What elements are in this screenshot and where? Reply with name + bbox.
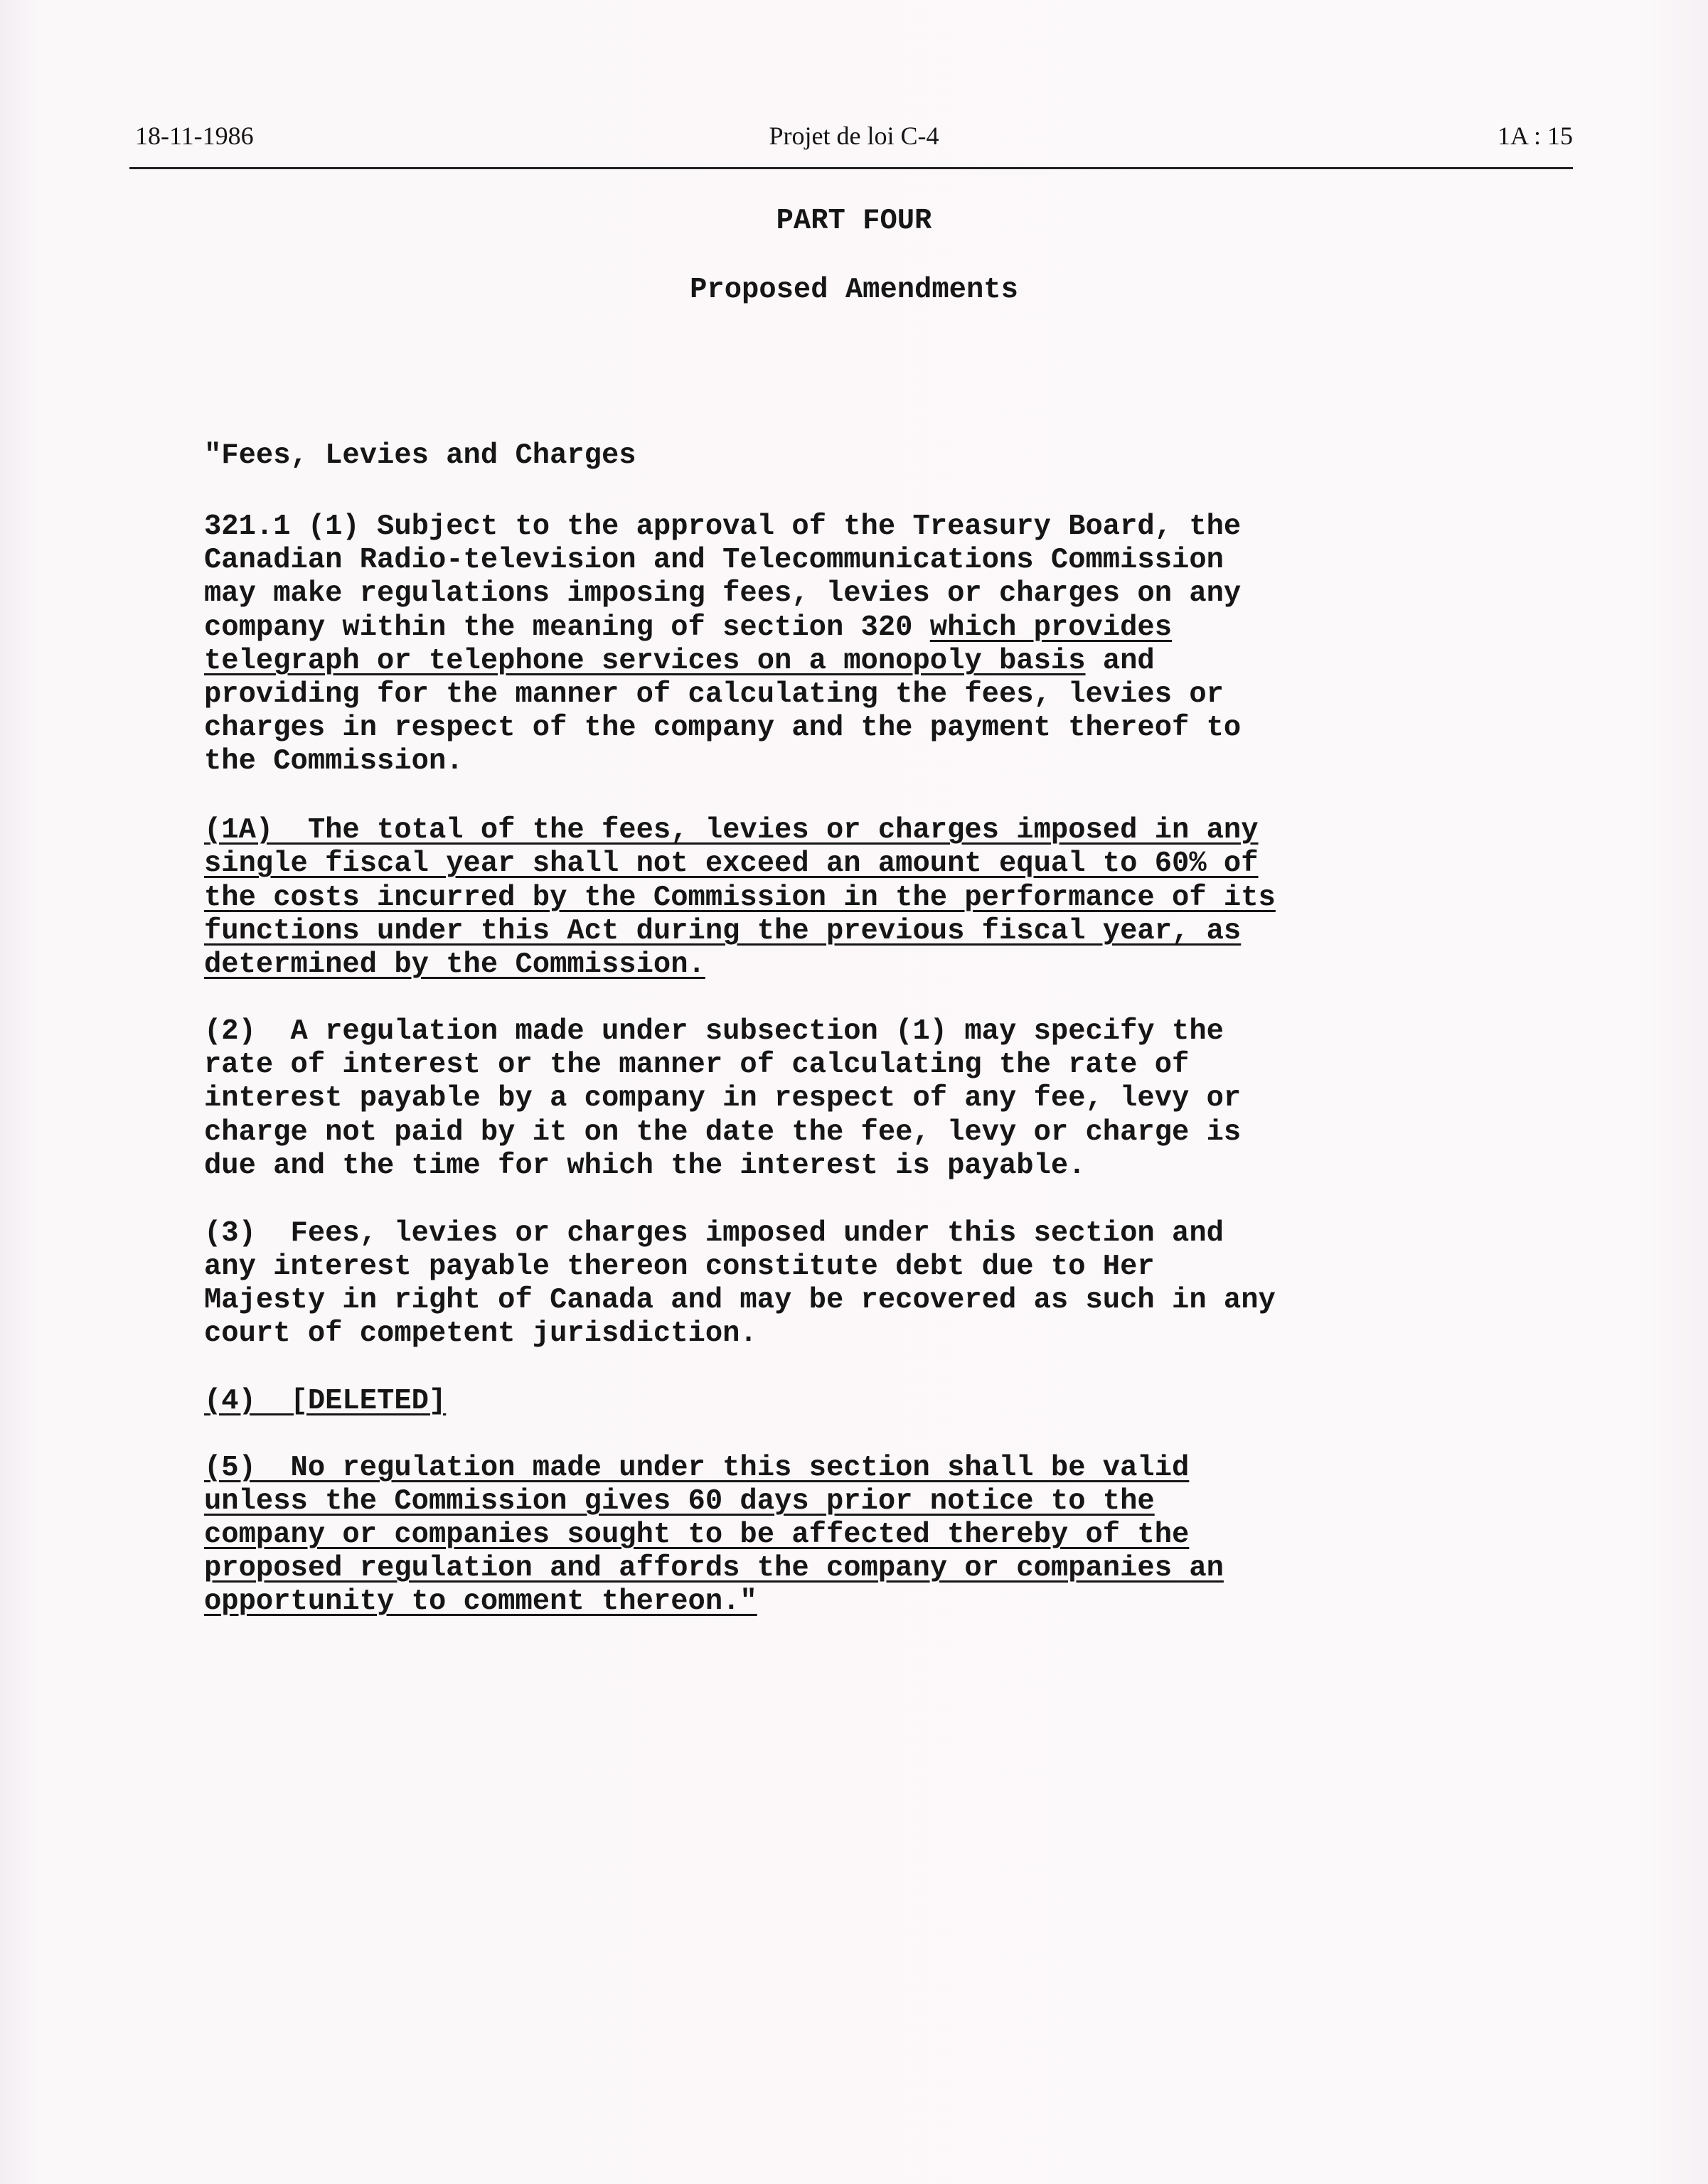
header-page-ref: 1A : 15 xyxy=(1497,122,1573,150)
para-321-1-line: charges in respect of the company and the payment thereof to xyxy=(204,712,1242,744)
subheading: "Fees, Levies and Charges xyxy=(204,439,636,472)
para-321-1-line: 321.1 (1) Subject to the approval of the Treasury Board, the xyxy=(204,510,1242,543)
para-321-1-amended-text: which provides xyxy=(929,611,1173,644)
header-date: 18-11-1986 xyxy=(135,122,254,150)
para-1A-line: the costs incurred by the Commission in the performance of its xyxy=(204,882,1276,914)
para-5-line: company or companies sought to be affected thereby of the xyxy=(204,1519,1190,1551)
para-3-line: any interest payable thereon constitute debt due to Her xyxy=(204,1251,1155,1283)
header-title: Projet de loi C-4 xyxy=(769,122,939,150)
para-321-1-line: the Commission. xyxy=(204,745,464,778)
para-321-1-line-plain: company within the meaning of section 320 xyxy=(204,611,930,644)
para-2-line: interest payable by a company in respect of any fee, levy or xyxy=(204,1082,1242,1115)
para-3-line: (3) Fees, levies or charges imposed under this section and xyxy=(204,1217,1224,1250)
para-1A-line: (1A) The total of the fees, levies or charges imposed in any xyxy=(204,814,1259,847)
header-rule xyxy=(129,167,1573,169)
para-1A-line: determined by the Commission. xyxy=(204,948,705,981)
para-321-1-amended-text: telegraph or telephone services on a monopoly basis xyxy=(204,645,1086,678)
para-321-1-line xyxy=(204,645,1155,678)
para-1A-line: functions under this Act during the previous fiscal year, as xyxy=(204,915,1242,948)
section-heading: Proposed Amendments xyxy=(690,274,1018,306)
para-2-line: charge not paid by it on the date the fee, levy or charge is xyxy=(204,1116,1242,1149)
para-321-1-line xyxy=(204,611,1172,644)
para-5-line: unless the Commission gives 60 days prior notice to the xyxy=(204,1485,1155,1518)
para-3-line: Majesty in right of Canada and may be recovered as such in any xyxy=(204,1284,1276,1317)
para-2-line: rate of interest or the manner of calculating the rate of xyxy=(204,1049,1190,1081)
para-2-line: due and the time for which the interest is payable. xyxy=(204,1150,1086,1182)
part-heading: PART FOUR xyxy=(776,205,932,237)
para-5-line: proposed regulation and affords the company or companies an xyxy=(204,1552,1224,1585)
para-4-deleted: (4) [DELETED] xyxy=(204,1385,447,1418)
para-5-line: (5) No regulation made under this section shall be valid xyxy=(204,1452,1190,1484)
para-321-1-line: Canadian Radio-television and Telecommunications Commission xyxy=(204,544,1224,577)
para-2-line: (2) A regulation made under subsection (1) may specify the xyxy=(204,1015,1224,1048)
para-321-1-line: providing for the manner of calculating the fees, levies or xyxy=(204,678,1224,711)
para-321-1-line: may make regulations imposing fees, levies or charges on any xyxy=(204,577,1242,610)
para-1A-line: single fiscal year shall not exceed an amount equal to 60% of xyxy=(204,847,1259,880)
para-321-1-line-plain: and xyxy=(1085,645,1155,678)
para-5-line: opportunity to comment thereon." xyxy=(204,1585,757,1618)
para-3-line: court of competent jurisdiction. xyxy=(204,1317,757,1350)
